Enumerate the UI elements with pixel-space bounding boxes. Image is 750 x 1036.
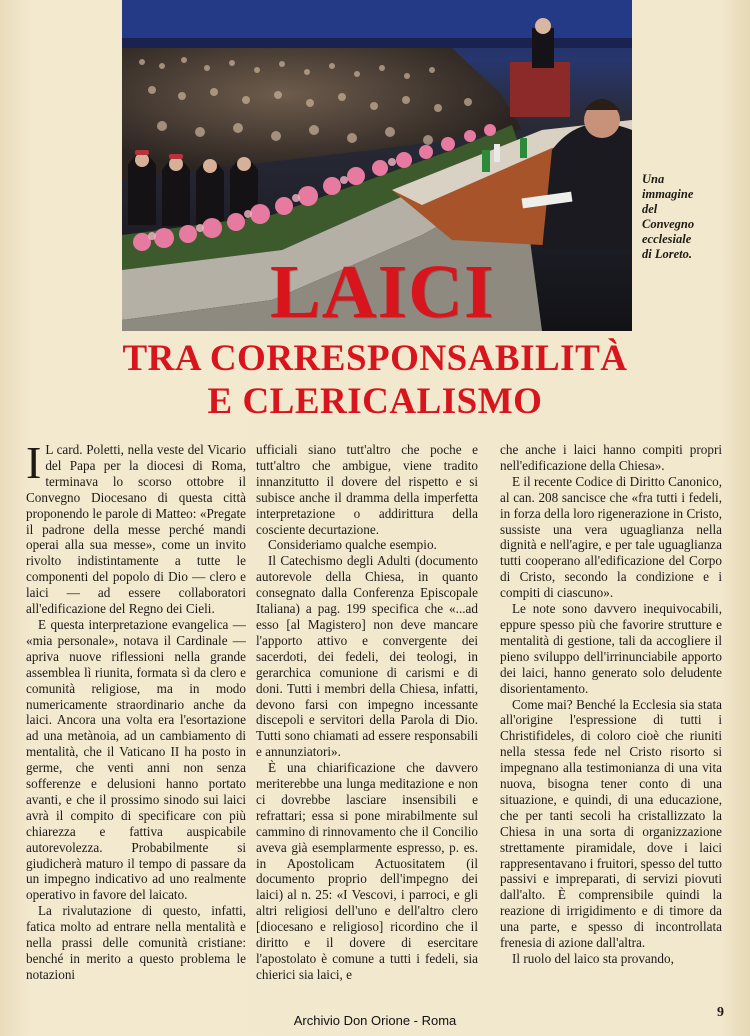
paragraph: Le note sono davvero inequivocabili, eppure spesso più che favorire strutture e mentalità di gestione, tali da accogliere il pieno sviluppo dell'irrinunciabile apporto dei laici, hanno generato solo deludente disorientamento. (500, 601, 722, 696)
caption-line: Una (642, 172, 665, 186)
paragraph: ufficiali siano tutt'altro che poche e tutt'altro che ambigue, viene tradito innanzitutto il dovere del rispetto e si subisce anche il dramma della imperfetta interpretazione o addirittura della cosciente decurtazione. (256, 442, 478, 537)
caption-line: immagine (642, 187, 694, 201)
paragraph: Consideriamo qualche esempio. (268, 537, 437, 553)
paragraph: La rivalutazione di questo, infatti, fatica molto ad entrare nella mentalità e nella prassi delle comunità cristiane: benché in merito a questo problema le notazioni (26, 903, 246, 982)
caption-line: del (642, 202, 658, 216)
caption-line: di Loreto. (642, 247, 692, 261)
paragraph: Il Catechismo degli Adulti (documento autorevole della Chiesa, in quanto consegnato dalla Conferenza Episcopale Italiana) a pag. 199 specifica che «...ad esso [al Magistero] non deve mancare l'apporto attivo e convergente dei sacerdoti, dei fedeli, dei teologi, in gerarchica comunione di carismi e di doni. Tutti i membri della Chiesa, infatti, devono farsi con impegno incessante discepoli e servitori della Parola di Dio. Tutti sono chiamati ad essere responsabili e annunziatori». (256, 553, 478, 760)
paragraph: L card. Poletti, nella veste del Vicario del Papa per la diocesi di Roma, terminava lo scorso ottobre il Convegno Diocesano di questa città proponendo le parole di Matteo: «Pregate il padrone della messe perché mandi operai alla sua messe», come un invito rivolto indistintamente a tutte le componenti del popolo di Dio — clero e laici — ad essere collaboratori all'edificazione del Regno dei Cieli. (26, 442, 246, 617)
article-column-2 (256, 442, 478, 1002)
caption-line: ecclesiale (642, 232, 692, 246)
article-subtitle (110, 337, 640, 423)
paragraph: Il ruolo del laico sta provando, (512, 951, 674, 966)
article-column-3 (500, 442, 722, 1002)
drop-cap: I (26, 442, 42, 488)
photo-caption (642, 172, 742, 262)
subtitle-line-2: E CLERICALISMO (207, 381, 543, 422)
archive-footer: Archivio Don Orione - Roma (293, 1013, 457, 1028)
paragraph: E questa interpretazione evangelica — «mia personale», notava il Cardinale — apriva nuove riflessioni nella grande assemblea lì riunita, formata sì da clero e comunità religiose, ma in modo numericamente straordinario anche da laici. Ancora una volta era l'esortazione ad una metànoia, ad un cambiamento di mentalità, che il Vaticano II ha posto in germe, che venti anni non senza sofferenze e delusioni hanno portato avanti, e che il prossimo sinodo sui laici avrà il compito di specificare con più chiarezza e fattiva auspicabile autorevolezza. Probabilmente si giudicherà maturo il tempo di passare da un impegno indicativo ad uno realmente operativo in favore del laicato. (26, 616, 246, 903)
paragraph: che anche i laici hanno compiti propri nell'edificazione della Chiesa». (500, 442, 722, 473)
paragraph: Come mai? Benché la Ecclesia sia stata all'origine l'espressione di tutti i Christifideles, di coloro cioè che riuniti nella stessa fede nel Cristo risorto si impegnano alla testimonianza di una vita nuova, bisogna tener conto di una situazione, e quindi, di una educazione, che per tanti secoli ha cristallizzato la Chiesa in una sorta di organizzazione strettamente piramidale, dove i laici rappresentavano i fruitori, spesso del tutto passivi e impreparati, di servizi piovuti dall'alto. È comprensibile quindi la reazione di irrigidimento e di timore da una parte, e spesso di incontrollata frenesia di azione dall'altra. (500, 696, 722, 951)
paragraph: È una chiarificazione che davvero meriterebbe una lunga meditazione e non ci dovrebbe lasciare insensibili e refrattari; essa si pone mirabilmente sul cammino di rinnovamento che il Concilio aveva già esemplarmente espresso, p. es. in Apostolicam Actuositatem (il documento proprio dell'impegno dei laici) al n. 25: «I Vescovi, i parroci, e gli altri religiosi dell'uno e dell'altro clero [diocesano e religioso] ricordino che il diritto e il dovere di esercitare l'apostolato è comune a tutti i fedeli, sia chierici sia laici, e (256, 760, 478, 982)
caption-line: Convegno (642, 217, 695, 231)
subtitle-line-1: TRA CORRESPONSABILITÀ (122, 338, 628, 379)
paragraph: E il recente Codice di Diritto Canonico, al can. 208 sancisce che «fra tutti i fedeli, in forza della loro rigenerazione in Cristo, sussiste una vera uguaglianza nella dignità e nell'agire, e per tale uguaglianza tutti cooperano all'edificazione del Corpo di Cristo, secondo la condizione e i compiti di ciascuno». (500, 473, 722, 601)
article-column-1 (26, 442, 246, 1002)
page-number: 9 (717, 1005, 724, 1020)
article-title: LAICI (270, 250, 495, 334)
